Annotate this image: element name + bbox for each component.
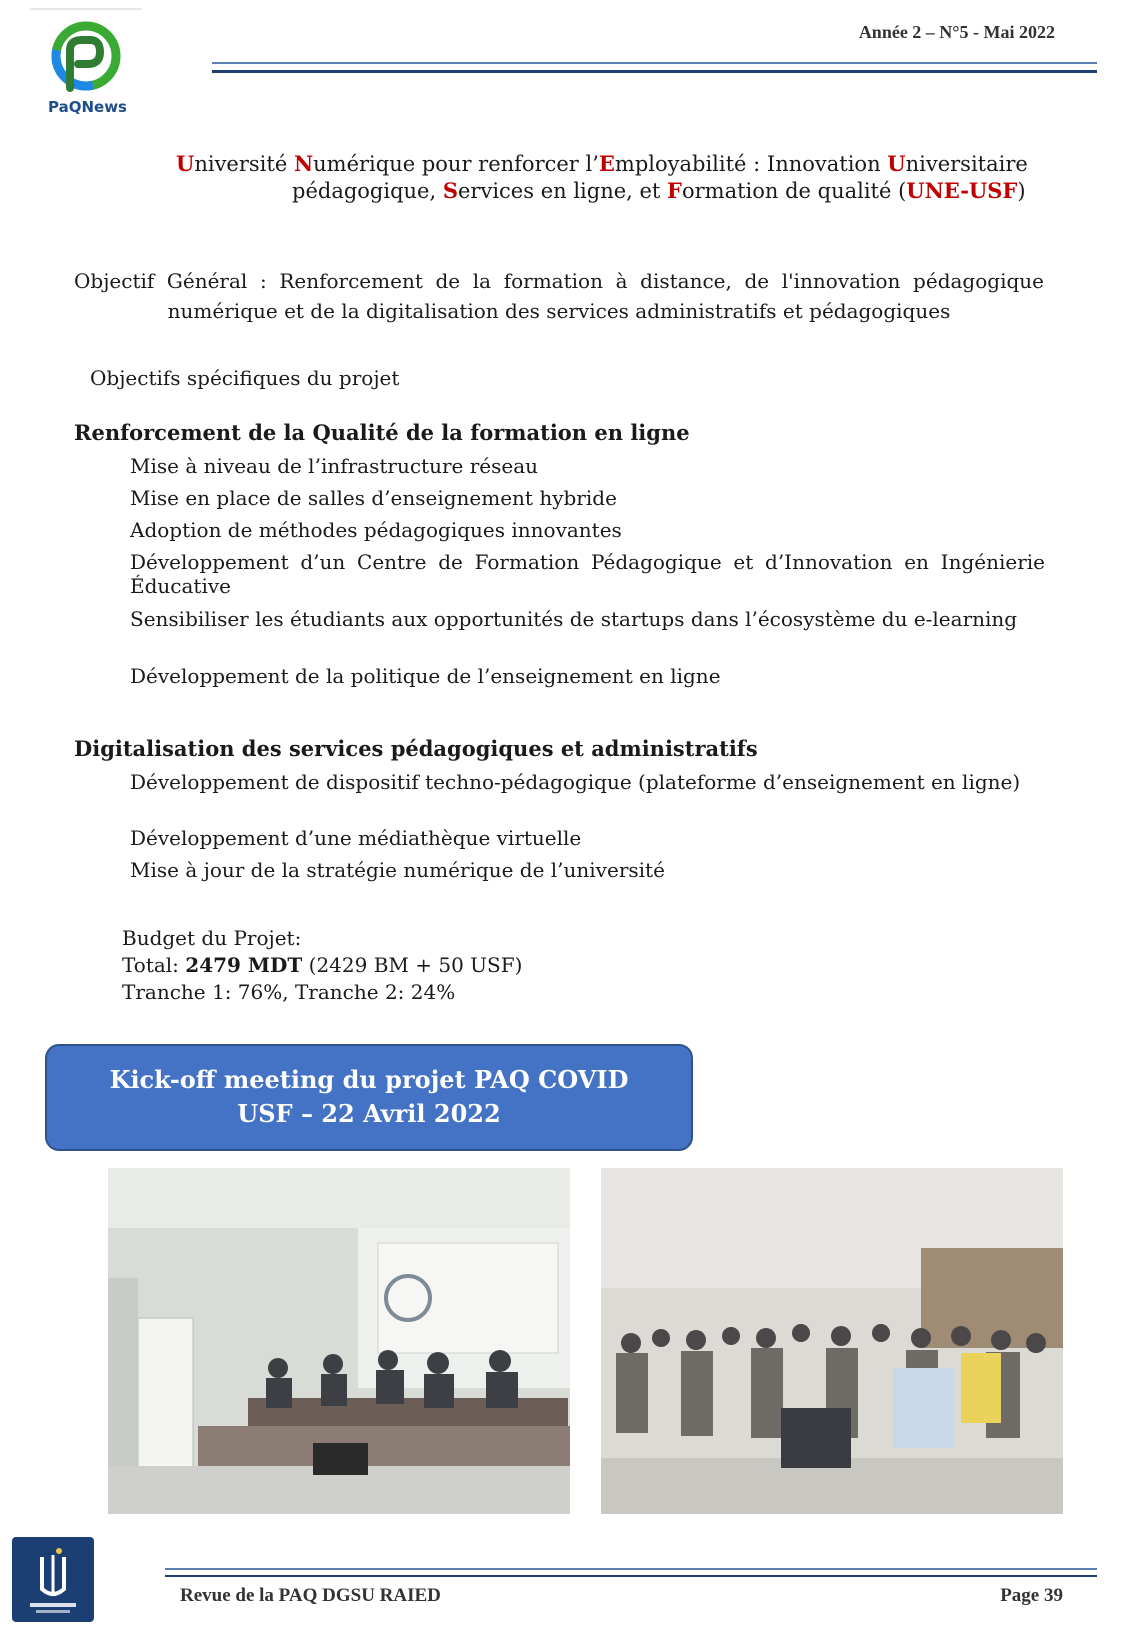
title-highlight-letter: U bbox=[176, 151, 195, 176]
project-title-line2 bbox=[292, 178, 1026, 203]
title-text: niversitaire bbox=[905, 152, 1028, 176]
meeting-audience-photo bbox=[601, 1168, 1063, 1514]
title-highlight-letter: UNE-USF bbox=[906, 178, 1018, 203]
objective-general: Objectif Général : Renforcement de la formation à distance, de l'innovation pédagogique numérique et de la digitalisation des services administratifs et pédagogiques bbox=[74, 269, 1044, 323]
title-text: ) bbox=[1017, 179, 1026, 203]
section2-item: Développement d’une médiathèque virtuelle bbox=[130, 826, 582, 850]
footer-rule bbox=[165, 1568, 1097, 1577]
title-highlight-letter: E bbox=[598, 151, 615, 176]
kickoff-banner bbox=[45, 1044, 693, 1151]
banner-line1: Kick-off meeting du projet PAQ COVID bbox=[109, 1065, 629, 1094]
section2-item: Développement de dispositif techno-pédagogique (plateforme d’enseignement en ligne) bbox=[130, 770, 1021, 794]
photo-audience bbox=[601, 1168, 1063, 1514]
section2-heading: Digitalisation des services pédagogiques et administratifs bbox=[74, 736, 758, 761]
header-rule bbox=[212, 62, 1097, 73]
title-highlight-letter: N bbox=[293, 151, 314, 176]
budget-label: Budget du Projet: bbox=[122, 926, 302, 950]
university-emblem-icon bbox=[12, 1537, 94, 1622]
section1-heading: Renforcement de la Qualité de la formation en ligne bbox=[74, 420, 690, 445]
footer-publication: Revue de la PAQ DGSU RAIED bbox=[180, 1585, 441, 1606]
section1-item: Adoption de méthodes pédagogiques innovantes bbox=[130, 518, 622, 542]
budget-total-value: 2479 MDT bbox=[185, 953, 303, 977]
title-highlight-letter: F bbox=[667, 178, 682, 203]
title-text: niversité bbox=[194, 152, 294, 176]
budget-total: Total: 2479 MDT (2429 BM + 50 USF) bbox=[122, 953, 523, 977]
photo-panel-table bbox=[108, 1168, 570, 1514]
objectives-specific-label: Objectifs spécifiques du projet bbox=[90, 366, 400, 390]
title-text: umérique pour renforcer l’ bbox=[313, 152, 599, 176]
section1-item: Développement d’un Centre de Formation Pédagogique et d’Innovation en Ingénierie Éducative bbox=[130, 550, 1045, 598]
section2-item: Mise à jour de la stratégie numérique de l’université bbox=[130, 858, 665, 882]
section1-item: Mise en place de salles d’enseignement hybride bbox=[130, 486, 617, 510]
title-text: ormation de qualité ( bbox=[681, 179, 907, 203]
title-text: ervices en ligne, et bbox=[458, 179, 668, 203]
title-highlight-letter: U bbox=[887, 151, 906, 176]
section1-item: Développement de la politique de l’enseignement en ligne bbox=[130, 664, 721, 688]
meeting-panel-photo bbox=[108, 1168, 570, 1514]
budget-tranches: Tranche 1: 76%, Tranche 2: 24% bbox=[122, 980, 456, 1004]
university-logo bbox=[12, 1537, 94, 1622]
section1-item: Mise à niveau de l’infrastructure réseau bbox=[130, 454, 539, 478]
section1-item: Sensibiliser les étudiants aux opportunités de startups dans l’écosystème du e-learning bbox=[130, 607, 1018, 631]
title-text: pédagogique, bbox=[292, 179, 443, 203]
budget-block bbox=[122, 925, 522, 1006]
paqnews-p-icon bbox=[30, 10, 142, 100]
banner-line2: USF – 22 Avril 2022 bbox=[237, 1099, 501, 1128]
project-title-line1 bbox=[176, 151, 1028, 176]
title-text: mployabilité : Innovation bbox=[614, 152, 888, 176]
issue-info: Année 2 – N°5 - Mai 2022 bbox=[858, 22, 1055, 42]
page-number: Page 39 bbox=[1000, 1585, 1063, 1606]
paqnews-logo bbox=[30, 8, 142, 120]
title-highlight-letter: S bbox=[442, 178, 458, 203]
logo-text: PaQNews bbox=[48, 98, 127, 116]
